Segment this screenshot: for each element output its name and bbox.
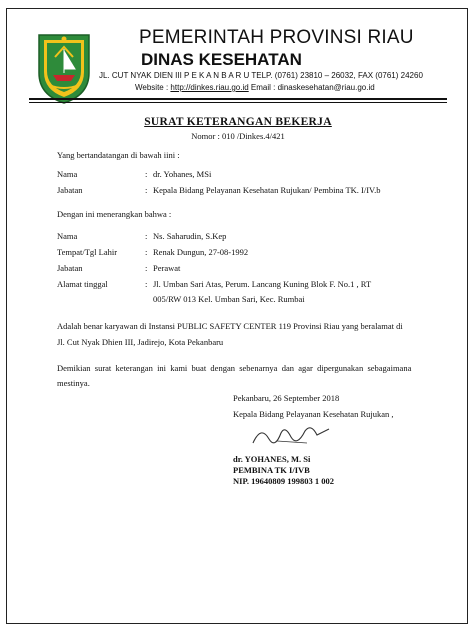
letterhead-rule-thick [29, 98, 447, 100]
body-line-1: Adalah benar karyawan di Instansi PUBLIC SAFETY CENTER 119 Provinsi Riau yang beralamat di [57, 321, 403, 331]
intro-text: Yang bertandatangan di bawah iini : [57, 150, 180, 160]
signer-nip: NIP. 19640809 199803 1 002 [233, 476, 334, 486]
signer-position-value: Kepala Bidang Pelayanan Kesehatan Rujukan/ Pembina TK. I/IV.b [153, 185, 381, 195]
letter-number: Nomor : 010 /Dinkes.4/421 [191, 131, 285, 141]
employee-address-value: Jl. Umban Sari Atas, Perum. Lancang Kuning Blok F. No.1 , RT [153, 279, 372, 289]
colon: : [145, 263, 148, 273]
signer-printed-name: dr. YOHANES, M. Si [233, 454, 311, 464]
body-line-2: Jl. Cut Nyak Dhien III, Jadirejo, Kota Pekanbaru [57, 337, 224, 347]
employee-name-label: Nama [57, 231, 78, 241]
colon: : [145, 169, 148, 179]
signer-position-label: Jabatan [57, 185, 83, 195]
signer-position-closing: Kepala Bidang Pelayanan Kesehatan Rujukan , [233, 409, 394, 419]
employee-birth-label: Tempat/Tgl Lahir [57, 247, 118, 257]
letterhead-government-name: PEMERINTAH PROVINSI RIAU [139, 27, 414, 48]
letterhead-contact [135, 83, 375, 92]
letter-title: SURAT KETERANGAN BEKERJA [144, 116, 332, 128]
place-date: Pekanbaru, 26 September 2018 [233, 393, 340, 403]
employee-address-label: Alamat tinggal [57, 279, 108, 289]
website-link[interactable]: http://dinkes.riau.go.id [170, 83, 249, 92]
signer-rank: PEMBINA TK I/IVB [233, 465, 310, 475]
colon: : [145, 231, 148, 241]
riau-province-emblem [35, 29, 93, 105]
employee-address-value-line2: 005/RW 013 Kel. Umban Sari, Kec. Rumbai [153, 294, 305, 304]
employee-position-value: Perawat [153, 263, 181, 273]
employee-birth-value: Renak Dungun, 27-08-1992 [153, 247, 249, 257]
email-text: Email : dinaskesehatan@riau.go.id [248, 83, 375, 92]
colon: : [145, 279, 148, 289]
letter-page [6, 8, 468, 624]
signer-name-value: dr. Yohanes, MSi [153, 169, 212, 179]
website-prefix: Website : [135, 83, 171, 92]
letterhead-rule-thin [29, 102, 447, 103]
closing-line-1: Demikian surat keterangan ini kami buat dengan sebenarnya dan agar dipergunakan sebagaimana [57, 363, 412, 373]
employee-name-value: Ns. Saharudin, S.Kep [153, 231, 227, 241]
signer-name-label: Nama [57, 169, 78, 179]
employee-position-label: Jabatan [57, 263, 83, 273]
letterhead-address: JL. CUT NYAK DIEN III P E K A N B A R U TELP. (0761) 23810 – 26032, FAX (0761) 24260 [99, 71, 423, 80]
intro2-text: Dengan ini menerangkan bahwa : [57, 209, 172, 219]
handwritten-signature [247, 421, 337, 451]
closing-line-2: mestinya. [57, 378, 90, 388]
letterhead-agency-name: DINAS KESEHATAN [141, 50, 302, 69]
colon: : [145, 247, 148, 257]
colon: : [145, 185, 148, 195]
